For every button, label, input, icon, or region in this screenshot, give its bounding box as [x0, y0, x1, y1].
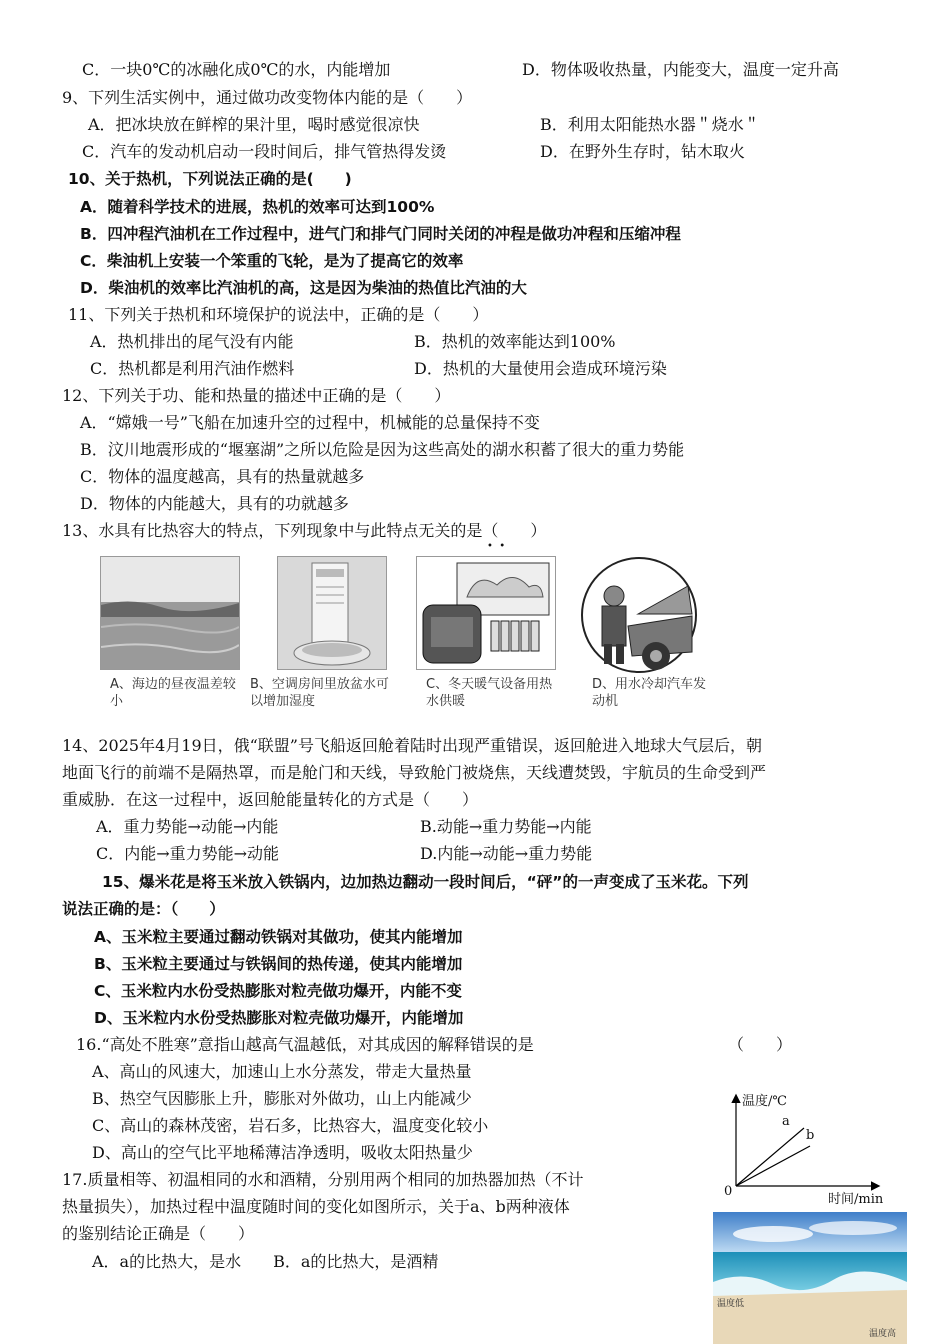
- q16-option-d: D、高山的空气比平地稀薄洁净透明，吸收太阳热量少: [92, 1143, 473, 1162]
- q17-line-3: 的鉴别结论正确是（ ）: [62, 1224, 255, 1243]
- q12-option-c: C．物体的温度越高，具有的热量就越多: [80, 467, 365, 486]
- q9-option-b: B．利用太阳能热水器＂烧水＂: [540, 115, 760, 134]
- q11-option-d: D．热机的大量使用会造成环境污染: [414, 359, 667, 378]
- beach-label-low: 温度低: [717, 1299, 745, 1309]
- graph-label-a: a: [782, 1114, 790, 1129]
- q13-stem: 13、水具有比热容大的特点，下列现象中与此特点无关的是（ ）: [62, 521, 547, 540]
- figure-radiator: [416, 556, 556, 670]
- q12-stem: 12、下列关于功、能和热量的描述中正确的是（ ）: [62, 386, 451, 405]
- q17-line-1: 17.质量相等、初温相同的水和酒精，分别用两个相同的加热器加热（不计: [62, 1170, 584, 1189]
- caption-d: D、用水冷却汽车发动机: [592, 677, 707, 709]
- q17-options-ab: A．a的比热大，是水 B．a的比热大，是酒精: [92, 1252, 439, 1271]
- q11-stem: 11、下列关于热机和环境保护的说法中，正确的是（ ）: [68, 305, 489, 324]
- caption-a: A、海边的昼夜温差较小: [110, 677, 236, 709]
- q12-option-a: A．“嫦娥一号”飞船在加速升空的过程中，机械能的总量保持不变: [80, 413, 540, 432]
- q16-option-c: C、高山的森林茂密，岩石多，比热容大，温度变化较小: [92, 1116, 489, 1135]
- q16-option-b: B、热空气因膨胀上升，膨胀对外做功，山上内能减少: [92, 1089, 472, 1108]
- q10-option-d: D．柴油机的效率比汽油机的高，这是因为柴油的热值比汽油的大: [80, 279, 527, 297]
- car-engine-picture: [580, 556, 698, 674]
- emphasis-dots: • •: [487, 541, 506, 552]
- q15-option-a: A、玉米粒主要通过翻动铁锅对其做功，使其内能增加: [94, 928, 463, 946]
- beach-label-high: 温度高: [869, 1329, 897, 1339]
- q16-option-a: A、高山的风速大，加速山上水分蒸发，带走大量热量: [92, 1062, 472, 1081]
- q14-option-c: C．内能→重力势能→动能: [96, 844, 280, 863]
- q14-option-a: A．重力势能→动能→内能: [96, 817, 279, 836]
- graph-line-b: [736, 1146, 810, 1186]
- figure-car-engine: [580, 556, 698, 674]
- q11-option-a: A．热机排出的尾气没有内能: [90, 332, 294, 351]
- q14-line-1: 14、2025年4月19日，俄“联盟”号飞船返回舱着陆时出现严重错误，返回舱进入地球大气层后，朝: [62, 736, 762, 755]
- graph-label-b: b: [806, 1128, 815, 1143]
- q10-option-c: C．柴油机上安装一个笨重的飞轮，是为了提高它的效率: [80, 252, 464, 270]
- q15-option-b: B、玉米粒主要通过与铁锅间的热传递，使其内能增加: [94, 955, 463, 973]
- q12-option-d: D．物体的内能越大，具有的功就越多: [80, 494, 349, 513]
- figure-seaside: [100, 556, 240, 670]
- q9-option-a: A．把冰块放在鲜榨的果汁里，喝时感觉很凉快: [88, 115, 420, 134]
- figure-aircon: [277, 556, 387, 670]
- q8-option-c: C．一块0℃的冰融化成0℃的水，内能增加: [82, 60, 391, 79]
- q15-line-2: 说法正确的是：（ ）: [62, 900, 225, 918]
- q14-option-b: B.动能→重力势能→内能: [420, 817, 592, 836]
- graph-ylabel: 温度/℃: [742, 1094, 787, 1109]
- q8-option-d: D．物体吸收热量，内能变大，温度一定升高: [522, 60, 839, 79]
- q17-line-2: 热量损失），加热过程中温度随时间的变化如图所示，关于a、b两种液体: [62, 1197, 570, 1216]
- q10-option-a: A．随着科学技术的进展，热机的效率可达到100%: [80, 198, 435, 216]
- q15-line-1: 15、爆米花是将玉米放入铁锅内，边加热边翻动一段时间后，“砰”的一声变成了玉米花。下列: [102, 873, 749, 891]
- radiator-picture: [417, 557, 555, 669]
- aircon-picture: [278, 557, 386, 669]
- q9-option-c: C．汽车的发动机启动一段时间后，排气管热得发烫: [82, 142, 447, 161]
- q14-line-2: 地面飞行的前端不是隔热罩，而是舱门和天线，导致舱门被烧焦，天线遭焚毁，宇航员的生命受到严: [62, 763, 767, 782]
- q9-stem: 9、下列生活实例中，通过做功改变物体内能的是（ ）: [62, 88, 473, 107]
- q15-option-d: D、玉米粒内水份受热膨胀对粒壳做功爆开，内能增加: [94, 1009, 464, 1027]
- q9-option-d: D．在野外生存时，钻木取火: [540, 142, 745, 161]
- q14-option-d: D.内能→动能→重力势能: [420, 844, 593, 863]
- graph-xlabel: 时间/min: [828, 1192, 884, 1207]
- q12-option-b: B．汶川地震形成的“堰塞湖”之所以危险是因为这些高处的湖水积蓄了很大的重力势能: [80, 440, 685, 459]
- q16-stem: 16.“高处不胜寒”意指山越高气温越低，对其成因的解释错误的是: [76, 1035, 534, 1054]
- q11-option-c: C．热机都是利用汽油作燃料: [90, 359, 295, 378]
- seaside-picture: [101, 557, 239, 669]
- caption-c: C、冬天暖气设备用热水供暖: [426, 677, 553, 709]
- q10-option-b: B．四冲程汽油机在工作过程中，进气门和排气门同时关闭的冲程是做功冲程和压缩冲程: [80, 225, 681, 243]
- beach-picture: [713, 1212, 907, 1344]
- q15-option-c: C、玉米粒内水份受热膨胀对粒壳做功爆开，内能不变: [94, 982, 462, 1000]
- q16-answer-paren: （ ）: [728, 1035, 793, 1054]
- temperature-time-graph: [718, 1086, 898, 1206]
- q10-stem: 10、关于热机，下列说法正确的是( ): [68, 170, 352, 188]
- caption-b: B、空调房间里放盆水可以增加湿度: [250, 677, 389, 709]
- graph-origin: 0: [724, 1184, 733, 1199]
- graph-line-a: [736, 1128, 804, 1186]
- q11-option-b: B．热机的效率能达到100%: [414, 332, 616, 351]
- q14-line-3: 重威胁．在这一过程中，返回舱能量转化的方式是（ ）: [62, 790, 479, 809]
- beach-photo: [713, 1212, 907, 1344]
